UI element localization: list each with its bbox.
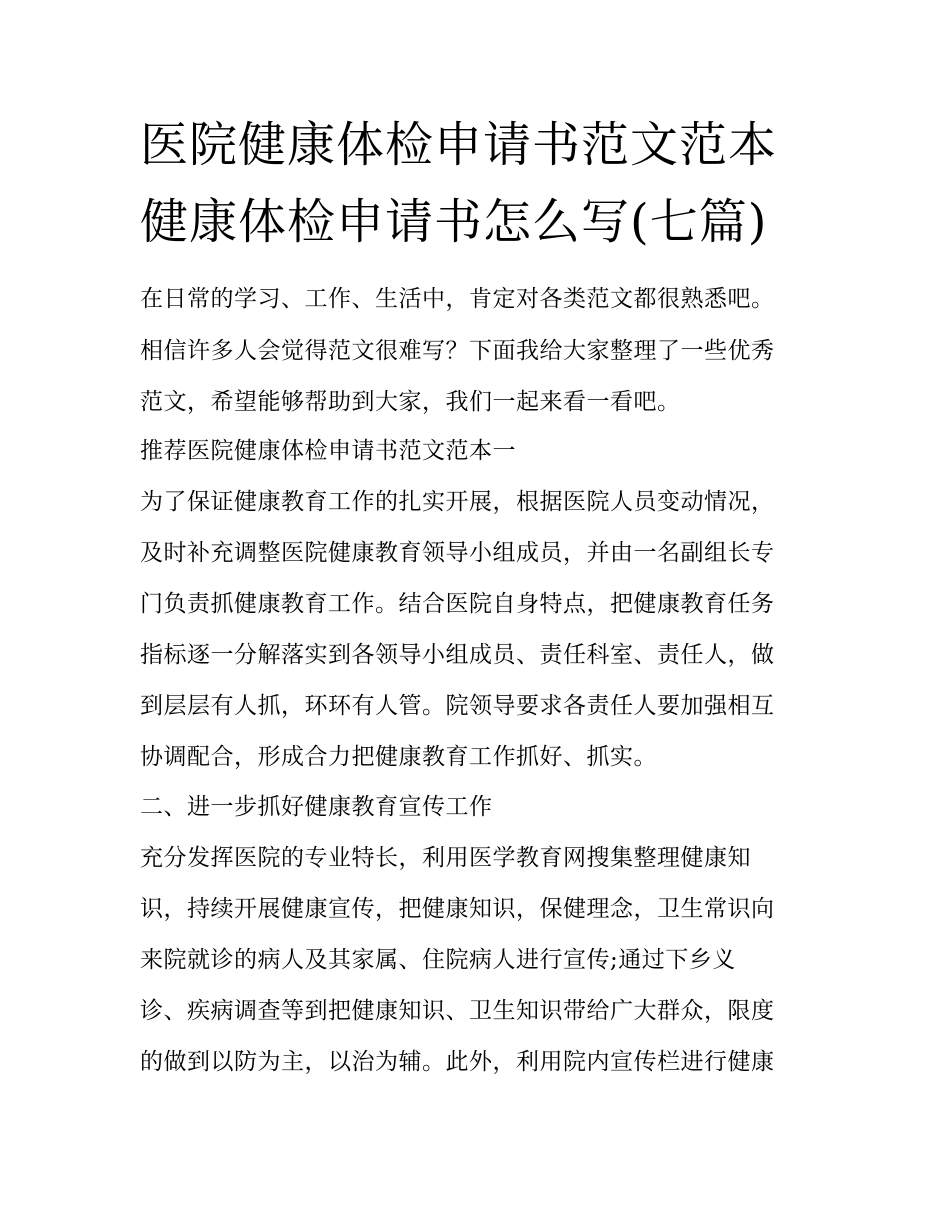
document-title-line-1: 医院健康体检申请书范文范本 bbox=[140, 117, 778, 173]
document-title-line-2: 健康体检申请书怎么写(七篇) bbox=[140, 194, 768, 250]
body-line: 协调配合，形成合力把健康教育工作抓好、抓实。 bbox=[140, 744, 657, 770]
body-line: 识，持续开展健康宣传，把健康知识，保健理念，卫生常识向 bbox=[140, 896, 775, 922]
body-line: 门负责抓健康教育工作。结合医院自身特点，把健康教育任务 bbox=[140, 591, 775, 617]
body-line: 及时补充调整医院健康教育领导小组成员，并由一名副组长专 bbox=[140, 540, 775, 566]
body-line: 来院就诊的病人及其家属、住院病人进行宣传;通过下乡义 bbox=[140, 947, 736, 973]
section-heading: 二、进一步抓好健康教育宣传工作 bbox=[140, 794, 493, 820]
body-line: 在日常的学习、工作、生活中，肯定对各类范文都很熟悉吧。 bbox=[140, 286, 775, 312]
section-heading: 推荐医院健康体检申请书范文范本一 bbox=[140, 438, 516, 464]
body-line: 范文，希望能够帮助到大家，我们一起来看一看吧。 bbox=[140, 389, 681, 415]
body-line: 到层层有人抓，环环有人管。院领导要求各责任人要加强相互 bbox=[140, 693, 775, 719]
body-line: 相信许多人会觉得范文很难写？下面我给大家整理了一些优秀 bbox=[140, 338, 775, 364]
body-line: 的做到以防为主，以治为辅。此外，利用院内宣传栏进行健康 bbox=[140, 1049, 775, 1075]
body-line: 充分发挥医院的专业特长，利用医学教育网搜集整理健康知 bbox=[140, 845, 751, 871]
body-line: 诊、疾病调查等到把健康知识、卫生知识带给广大群众，限度 bbox=[140, 998, 775, 1024]
body-line: 为了保证健康教育工作的扎实开展，根据医院人员变动情况， bbox=[140, 489, 775, 515]
body-line: 指标逐一分解落实到各领导小组成员、责任科室、责任人，做 bbox=[140, 642, 775, 668]
